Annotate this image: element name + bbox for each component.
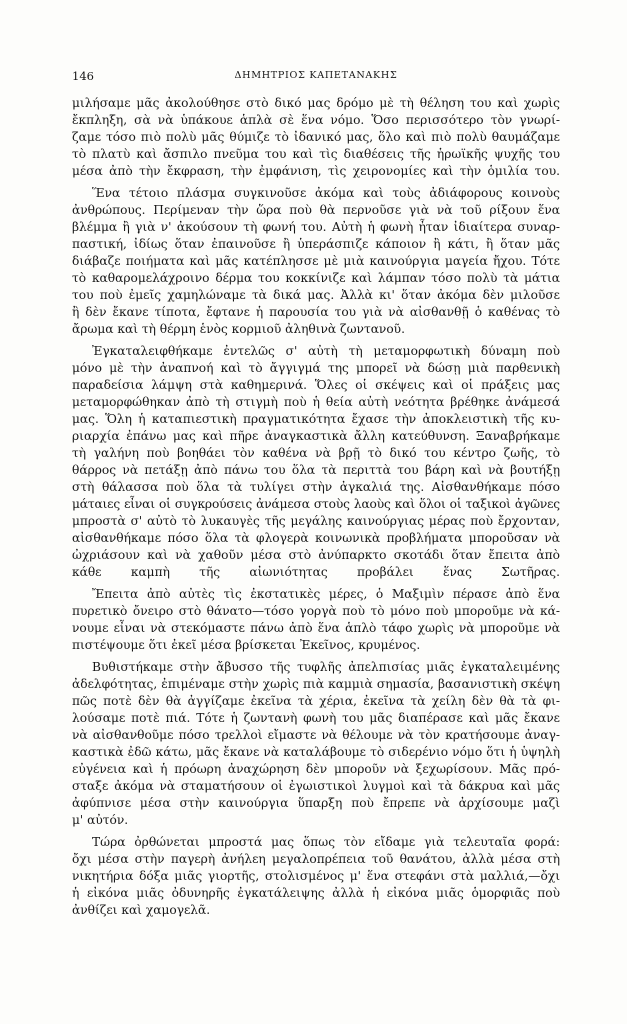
text-line: θάρρος νὰ πετάξῃ ἀπὸ πάνω του ὅλα τὰ περιττὰ του βάρη καὶ νὰ βουτήξῃ (72, 463, 560, 477)
text-line: Βυθιστήκαμε στὴν ἄβυσσο τῆς τυφλῆς ἀπελπισίας μιᾶς ἐγκαταλειμένης (92, 660, 560, 674)
text-line: του ποὺ ἐμεῖς χαμηλώναμε τὰ δικά μας. Ἀλλὰ κι' ὅταν ἀκόμα δὲν μιλοῦσε (72, 288, 560, 302)
text-line: ἀνθρώπους. Περίμεναν τὴν ὥρα ποὺ θὰ περνοῦσε γιὰ νὰ τοῦ ρίξουν ἕνα (72, 203, 560, 217)
text-line: ἄρωμα καὶ τὴ θέρμη ἑνὸς κορμιοῦ ἀληθινὰ ζωντανοῦ. (72, 322, 405, 336)
paragraph (72, 586, 560, 654)
text-line: λούσαμε ποτὲ πιά. Τότε ἡ ζωντανὴ φωνὴ του μᾶς διαπέρασε καὶ μᾶς ἔκανε (72, 711, 560, 725)
text-line: πιστέψουμε ὅτι ἐκεῖ μέσα βρίσκεται Ἐκεῖνος, κρυμένος. (72, 638, 421, 652)
page-number: 146 (72, 69, 94, 83)
text-line: αἰσθανθήκαμε πόσο ὅλα τὰ φλογερὰ κοινωνικὰ προβλήματα μποροῦσαν νὰ (72, 531, 560, 545)
text-line: παραδείσια λάμψη στὰ καθημερινά. Ὅλες οἱ σκέψεις καὶ οἱ πράξεις μας (72, 378, 560, 392)
text-line: Ἔπειτα ἀπὸ αὐτὲς τὶς ἐκστατικὲς μέρες, ὁ Μαξιμὶν πέρασε ἀπὸ ἕνα (92, 587, 560, 601)
text-line: ἡ εἰκόνα μιᾶς ὀδυνηρῆς ἐγκατάλειψης ἀλλὰ ἡ εἰκόνα μιᾶς ὁμορφιᾶς ποὺ (72, 886, 560, 900)
text-line: νικητήρια δόξα μιᾶς γιορτῆς, στολισμένος μ' ἕνα στεφάνι στὰ μαλλιά,—ὄχι (72, 869, 560, 883)
text-line: ζαμε τόσο πιὸ πολὺ μᾶς θύμιζε τὸ ἰδανικό μας, ὅλο καὶ πιὸ πολὺ θαυμάζαμε (72, 130, 560, 144)
text-line: καστικὰ ἐδῶ κάτω, μᾶς ἔκανε νὰ καταλάβουμε τὸ σιδερένιο νόμο ὅτι ἡ ὑψηλὴ (72, 745, 560, 759)
text-line: τὸ πλατὺ καὶ ἄσπιλο πνεῦμα του καὶ τὶς διαθέσεις τῆς ἡρωϊκῆς ψυχῆς του (72, 147, 560, 161)
text-line: μέσα ἀπὸ τὴν ἔκφραση, τὴν ἐμφάνιση, τὶς χειρονομίες καὶ τὴν ὁμιλία του. (72, 164, 560, 178)
text-line: ἀφύπνισε μέσα στὴν καινούργια ὕπαρξη ποὺ ἔπρεπε νὰ ἀρχίσουμε μαζὶ (72, 796, 560, 810)
text-line: κάθε καμπὴ τῆς αἰωνιότητας προβάλει ἕνας Σωτῆρας. (72, 565, 560, 579)
text-line: πυρετικὸ ὄνειρο στὸ θάνατο—τόσο γοργὰ ποὺ τὸ μόνο ποὺ μποροῦμε νὰ κά- (72, 604, 560, 618)
text-line: μας. Ὅλη ἡ καταπιεστικὴ πραγματικότητα ἔχασε τὴν ἀποκλειστικὴ τῆς κυ- (72, 412, 560, 426)
text-line: σταξε ἀκόμα νὰ σταματήσουν οἱ ἐγωιστικοὶ λυγμοὶ καὶ τὰ δάκρυα καὶ μᾶς (72, 779, 560, 793)
text-line: ἀδελφότητας, ἐπιμέναμε στὴν χωρὶς πιὰ καμμιὰ σημασία, βασανιστικὴ σκέψη (72, 677, 560, 691)
text-line: διάβαζε ποιήματα καὶ μᾶς κατέπλησσε μὲ μιὰ καινούργια μαγεία ἤχου. Τότε (72, 254, 560, 268)
running-title: ΔΗΜΗΤΡΙΟΣ ΚΑΠΕΤΑΝΑΚΗΣ (234, 70, 398, 81)
text-line: μ' αὐτόν. (72, 813, 129, 827)
text-line: ὠχριάσουν καὶ νὰ χαθοῦν μέσα στὸ ἀνύπαρκτο σκοτάδι ὅταν ἔπειτα ἀπὸ (72, 548, 560, 562)
text-line: νουμε εἶναι νὰ στεκόμαστε πάνω ἀπὸ ἕνα ἁπλὸ τάφο χωρὶς νὰ μποροῦμε νὰ (72, 621, 560, 635)
text-line: μεταμορφώθηκαν ἀπὸ τὴ στιγμὴ ποὺ ἡ θεία αὐτὴ νεότητα βρέθηκε ἀνάμεσά (72, 395, 560, 409)
text-line: νὰ αἰσθανθοῦμε πόσο τρελλοὶ εἴμαστε νὰ θέλουμε νὰ τὸν κρατήσουμε ἀναγ- (72, 728, 560, 742)
page-header (72, 68, 560, 84)
text-line: παστική, ἰδίως ὅταν ἐπαινοῦσε ἢ ὑπεράσπιζε κάποιον ἢ κάτι, ἢ ὅταν μᾶς (72, 237, 560, 251)
paragraph (72, 185, 560, 338)
paragraph (72, 834, 560, 919)
text-line: μιλήσαμε μᾶς ἀκολούθησε στὸ δικό μας δρόμο μὲ τὴ θέληση του καὶ χωρὶς (72, 96, 560, 110)
text-line: Ἕνα τέτοιο πλάσμα συγκινοῦσε ἀκόμα καὶ τοὺς ἀδιάφορους κοινοὺς (92, 186, 560, 200)
body-text (72, 95, 560, 924)
paragraph (72, 659, 560, 829)
text-line: ριαρχία ἐπάνω μας καὶ πῆρε ἀναγκαστικὰ ἄλλη κατεύθυνση. Ξαναβρήκαμε (72, 429, 560, 443)
text-line: τὸ καθαρομελάχροινο δέρμα του κοκκίνιζε καὶ λάμπαν τόσο πολὺ τὰ μάτια (72, 271, 560, 285)
text-line: ἀνθίζει καὶ χαμογελᾶ. (72, 903, 211, 917)
paragraph (72, 95, 560, 180)
text-line: μάταιες εἶναι οἱ συγκρούσεις ἀνάμεσα στοὺς λαοὺς καὶ ὅλοι οἱ ταξικοὶ ἀγῶνες (72, 497, 560, 511)
paragraph (72, 343, 560, 581)
text-line: μόνο μὲ τὴν ἀναπνοή καὶ τὸ ἄγγιγμά της μπορεῖ νὰ δώσῃ μιὰ παρθενικὴ (72, 361, 560, 375)
text-line: Ἐγκαταλειφθήκαμε ἐντελῶς σ' αὐτὴ τὴ μεταμορφωτικὴ δύναμη ποὺ (92, 344, 560, 358)
text-line: ἔκπληξη, σὰ νὰ ὑπάκουε ἁπλὰ σὲ ἕνα νόμο. Ὅσο περισσότερο τὸν γνωρί- (72, 113, 560, 127)
text-line: πῶς ποτὲ δὲν θὰ ἀγγίζαμε ἐκεῖνα τὰ χέρια, ἐκεῖνα τὰ χείλη δὲν θὰ τὰ φι- (72, 694, 560, 708)
text-line: βλέμμα ἢ γιὰ ν' ἀκούσουν τὴ φωνή του. Αὐτὴ ἡ φωνὴ ἦταν ἰδιαίτερα συναρ- (72, 220, 560, 234)
text-line: εὐγένεια καὶ ἡ πρόωρη ἀναχώρηση δὲν μποροῦν νὰ ξεχωρίσουν. Μᾶς πρό- (72, 762, 560, 776)
text-line: ὄχι μέσα στὴν παγερὴ ἀνήλεη μεγαλοπρέπεια τοῦ θανάτου, ἀλλὰ μέσα στὴ (72, 852, 560, 866)
text-line: μπροστὰ σ' αὐτὸ τὸ λυκαυγὲς τῆς μεγάλης καινούργιας μέρας ποὺ ἔρχονταν, (72, 514, 560, 528)
text-line: στὴ θάλασσα ποὺ ὅλα τὰ τυλίγει στὴν ἀγκαλιά της. Αἰσθανθήκαμε πόσο (72, 480, 560, 494)
text-line: τὴ γαλήνη ποὺ βοηθάει τὸν καθένα νὰ βρῇ τὸ δικό του κέντρο ζωῆς, τὸ (72, 446, 560, 460)
text-line: Τώρα ὀρθώνεται μπροστά μας ὅπως τὸν εἴδαμε γιὰ τελευταῖα φορά: (92, 835, 560, 849)
text-line: ἢ δὲν ἔκανε τίποτα, ἔφτανε ἡ παρουσία του γιὰ νὰ αἰσθανθῇ ὁ καθένας τὸ (72, 305, 560, 319)
